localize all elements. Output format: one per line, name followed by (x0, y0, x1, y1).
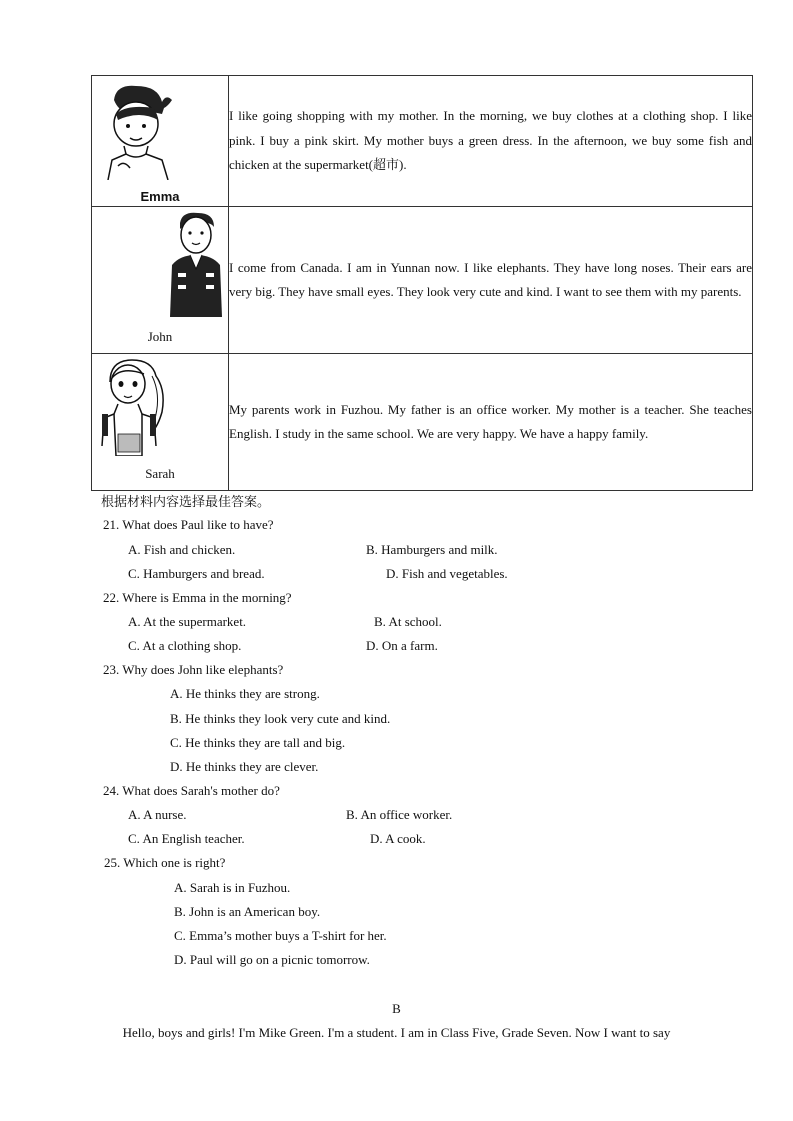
q22-option-b: B. At school. (374, 614, 442, 629)
q25-option-a: A. Sarah is in Fuzhou. (174, 880, 291, 895)
sarah-illustration (96, 356, 170, 456)
q21-option-d: D. Fish and vegetables. (386, 566, 508, 581)
question-21: 21. What does Paul like to have? (103, 517, 274, 532)
profile-row-emma (92, 76, 753, 207)
q22-option-c: C. At a clothing shop. (128, 638, 242, 653)
q25-option-c: C. Emma’s mother buys a T-shirt for her. (174, 928, 387, 943)
section-b-text: Hello, boys and girls! I'm Mike Green. I'm a student. I am in Class Five, Grade Seven. Now I want to say (122, 1025, 671, 1040)
sarah-picture-cell (92, 354, 229, 491)
q23-option-c: C. He thinks they are tall and big. (170, 735, 346, 750)
q24-option-d: D. A cook. (370, 831, 426, 846)
question-22: 22. Where is Emma in the morning? (103, 590, 292, 605)
q21-option-b: B. Hamburgers and milk. (366, 542, 498, 557)
john-picture-cell (92, 207, 229, 354)
emma-name: Emma (140, 189, 180, 204)
john-text: I come from Canada. I am in Yunnan now. I like elephants. They have long noses. Their ears are very big. They have small eyes. They look very cute and kind. I want to see them with my parents. (229, 259, 752, 299)
emma-text: I like going shopping with my mother. In the morning, we buy clothes at a clothing shop. I like pink. I buy a pink skirt. My mother buys a green dress. In the afternoon, we buy some fish and chicken at the supermarket(超市). (229, 108, 752, 173)
sarah-text: My parents work in Fuzhou. My father is an office worker. My mother is a teacher. She teaches English. I study in the same school. We are very happy. We have a happy family. (229, 401, 752, 441)
emma-illustration (96, 80, 176, 180)
john-name: John (147, 329, 173, 344)
q24-option-c: C. An English teacher. (128, 831, 245, 846)
profile-row-john (92, 207, 753, 354)
question-25: 25. Which one is right? (104, 855, 226, 870)
q25-option-b: B. John is an American boy. (174, 904, 321, 919)
section-b-label: B (392, 1001, 401, 1016)
q21-option-c: C. Hamburgers and bread. (128, 566, 265, 581)
question-24: 24. What does Sarah's mother do? (103, 783, 280, 798)
profile-row-sarah (92, 354, 753, 491)
sarah-name: Sarah (145, 466, 175, 481)
q23-option-a: A. He thinks they are strong. (170, 686, 320, 701)
q22-option-d: D. On a farm. (366, 638, 438, 653)
question-23: 23. Why does John like elephants? (103, 662, 284, 677)
sarah-text-cell (229, 354, 753, 491)
q24-option-a: A. A nurse. (128, 807, 187, 822)
john-illustration (164, 209, 226, 317)
q22-option-a: A. At the supermarket. (128, 614, 247, 629)
q23-option-d: D. He thinks they are clever. (170, 759, 319, 774)
emma-text-cell (229, 76, 753, 207)
john-text-cell (229, 207, 753, 354)
emma-picture-cell (92, 76, 229, 207)
q21-option-a: A. Fish and chicken. (128, 542, 236, 557)
q23-option-b: B. He thinks they look very cute and kind. (170, 711, 391, 726)
q25-option-d: D. Paul will go on a picnic tomorrow. (174, 952, 370, 967)
instruction: 根据材料内容选择最佳答案。 (101, 494, 271, 509)
q24-option-b: B. An office worker. (346, 807, 453, 822)
profile-table (91, 75, 753, 491)
